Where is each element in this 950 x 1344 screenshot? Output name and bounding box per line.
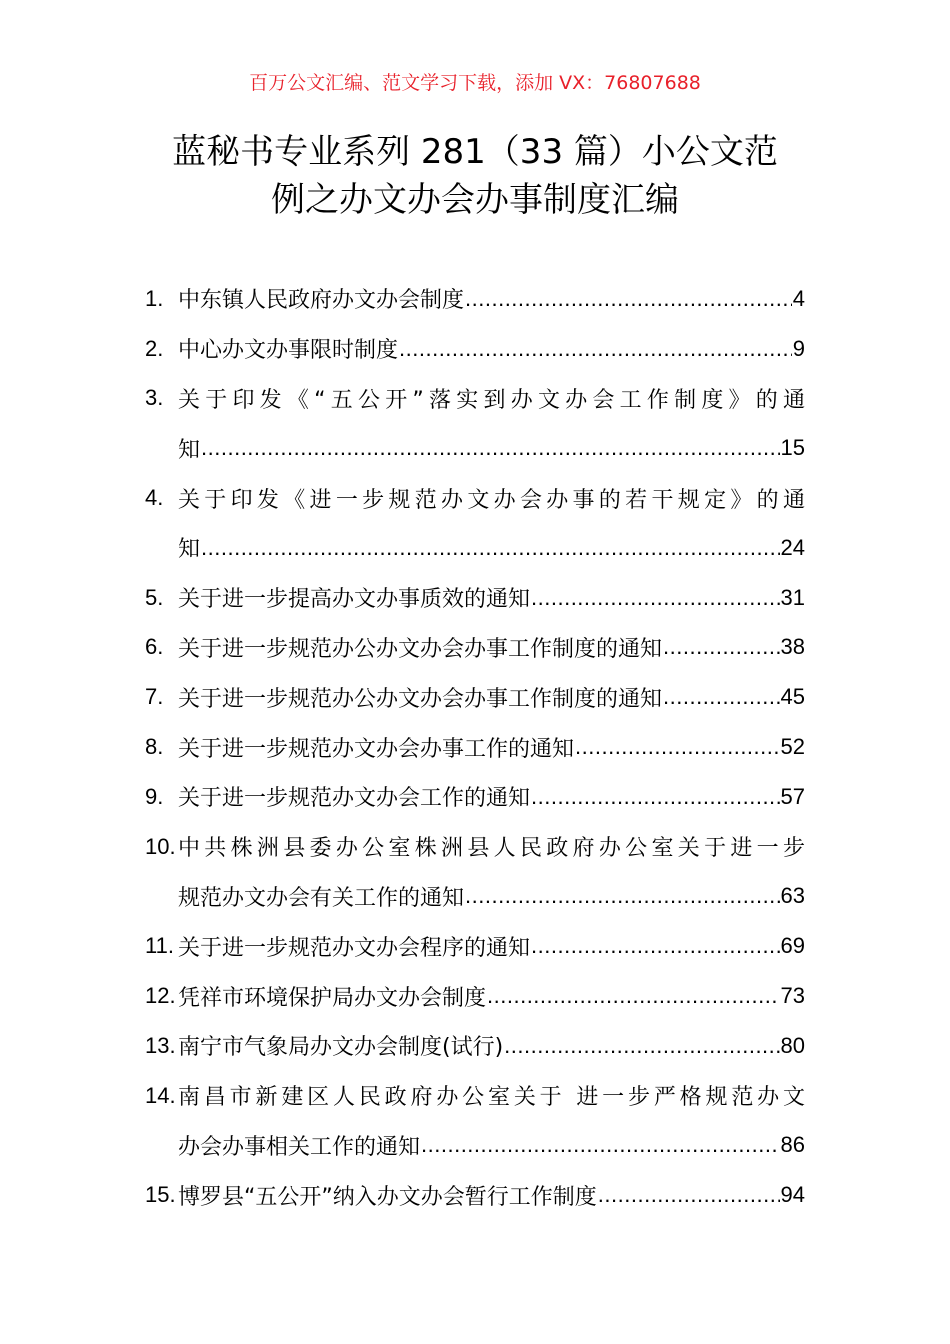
toc-entry-number: 9. [145, 783, 164, 809]
toc-entry-number: 15. [145, 1182, 176, 1208]
toc-entry-number: 4. [145, 485, 164, 511]
toc-entry[interactable] [145, 623, 805, 673]
toc-entry[interactable] [145, 1021, 805, 1071]
toc-entry-number: 6. [145, 634, 164, 660]
toc-entry-number: 11. [145, 933, 174, 959]
toc-entry[interactable] [145, 672, 805, 722]
toc-entry-title: 凭祥市环境保护局办文办会制度 [178, 985, 487, 1011]
leader-dots [663, 634, 780, 660]
toc-entry-title-line1: 中共株洲县委办公室株洲县人民政府办公室关于进一步 [178, 836, 805, 862]
toc-entry-number: 5. [145, 584, 164, 610]
toc-entry[interactable] [145, 822, 805, 922]
toc-entry-page: 38 [780, 634, 805, 660]
toc-entry-title: 关于进一步规范办文办会办事工作的通知 [178, 736, 575, 762]
toc-entry-page: 9 [792, 335, 805, 361]
leader-dots [663, 684, 780, 710]
toc-entry-title: 关于进一步规范办文办会程序的通知 [178, 935, 531, 961]
toc-entry-page: 69 [780, 933, 805, 959]
toc-entry[interactable] [145, 274, 805, 324]
toc-entry[interactable] [145, 921, 805, 971]
toc-entry-page: 15 [780, 435, 805, 461]
toc-entry-title: 关于进一步规范办文办会工作的通知 [178, 786, 531, 812]
toc-entry[interactable] [145, 971, 805, 1021]
toc-entry-number: 7. [145, 684, 164, 710]
download-banner: 百万公文汇编、范文学习下载，添加 VX：76807688 [249, 72, 701, 94]
leader-dots [465, 883, 780, 909]
toc-entry[interactable] [145, 374, 805, 474]
leader-dots [201, 535, 780, 561]
leader-dots [531, 784, 780, 810]
toc-entry-title: 知 [178, 437, 201, 463]
toc-entry-page: 94 [780, 1182, 805, 1208]
toc-entry-title: 办会办事相关工作的通知 [178, 1134, 421, 1160]
title-line-2: 例之办文办会办事制度汇编 [271, 180, 679, 220]
leader-dots [465, 286, 792, 312]
toc-entry-page: 57 [780, 783, 805, 809]
toc-entry-title-line1: 南昌市新建区人民政府办公室关于 进一步严格规范办文 [178, 1085, 805, 1111]
toc-entry[interactable] [145, 473, 805, 573]
toc-entry-number: 14. [145, 1082, 176, 1108]
toc-entry-title-line1: 关于印发《进一步规范办文办会办事的若干规定》的通 [178, 487, 805, 513]
toc-entry-number: 8. [145, 734, 164, 760]
toc-entry-number: 1. [145, 285, 164, 311]
toc-entry[interactable] [145, 324, 805, 374]
leader-dots [487, 983, 780, 1009]
toc-entry-title-line1: 关于印发《“五公开”落实到办文办会工作制度》的通 [178, 387, 805, 413]
toc-entry[interactable] [145, 1071, 805, 1171]
toc-entry-page: 63 [780, 883, 805, 909]
toc-entry-title: 博罗县“五公开”纳入办文办会暂行工作制度 [178, 1184, 597, 1210]
toc-entry-title: 关于进一步提高办文办事质效的通知 [178, 587, 531, 613]
toc-entry-number: 3. [145, 385, 164, 411]
toc-entry-page: 80 [780, 1032, 805, 1058]
toc-entry[interactable] [145, 772, 805, 822]
toc-entry-page: 73 [780, 983, 805, 1009]
toc-entry-page: 86 [780, 1132, 805, 1158]
leader-dots [531, 585, 780, 611]
leader-dots [531, 933, 780, 959]
leader-dots [399, 336, 792, 362]
toc-entry-title: 中东镇人民政府办文办会制度 [178, 288, 465, 314]
leader-dots [504, 1033, 779, 1059]
toc-entry-number: 13. [145, 1032, 176, 1058]
toc-entry[interactable] [145, 722, 805, 772]
toc-entry-page: 52 [780, 734, 805, 760]
toc-entry-page: 45 [780, 684, 805, 710]
toc-entry-title: 规范办文办会有关工作的通知 [178, 885, 465, 911]
leader-dots [575, 734, 780, 760]
toc-entry-number: 10. [145, 833, 176, 859]
toc-entry-page: 4 [792, 285, 805, 311]
toc-entry-title: 关于进一步规范办公办文办会办事工作制度的通知 [178, 636, 663, 662]
document-title [0, 128, 950, 224]
toc-entry-title: 南宁市气象局办文办会制度(试行) [178, 1035, 504, 1061]
toc-entry-title: 关于进一步规范办公办文办会办事工作制度的通知 [178, 686, 663, 712]
toc-entry-title: 知 [178, 537, 201, 563]
toc-entry-title: 中心办文办事限时制度 [178, 338, 399, 364]
leader-dots [598, 1182, 780, 1208]
table-of-contents [145, 274, 805, 1220]
toc-entry-number: 12. [145, 983, 176, 1009]
toc-entry[interactable] [145, 1170, 805, 1220]
toc-entry-number: 2. [145, 335, 164, 361]
title-line-1: 蓝秘书专业系列 281（33 篇）小公文范 [172, 132, 778, 172]
toc-entry[interactable] [145, 573, 805, 623]
toc-entry-page: 24 [780, 534, 805, 560]
leader-dots [421, 1132, 780, 1158]
leader-dots [201, 435, 780, 461]
toc-entry-page: 31 [780, 584, 805, 610]
